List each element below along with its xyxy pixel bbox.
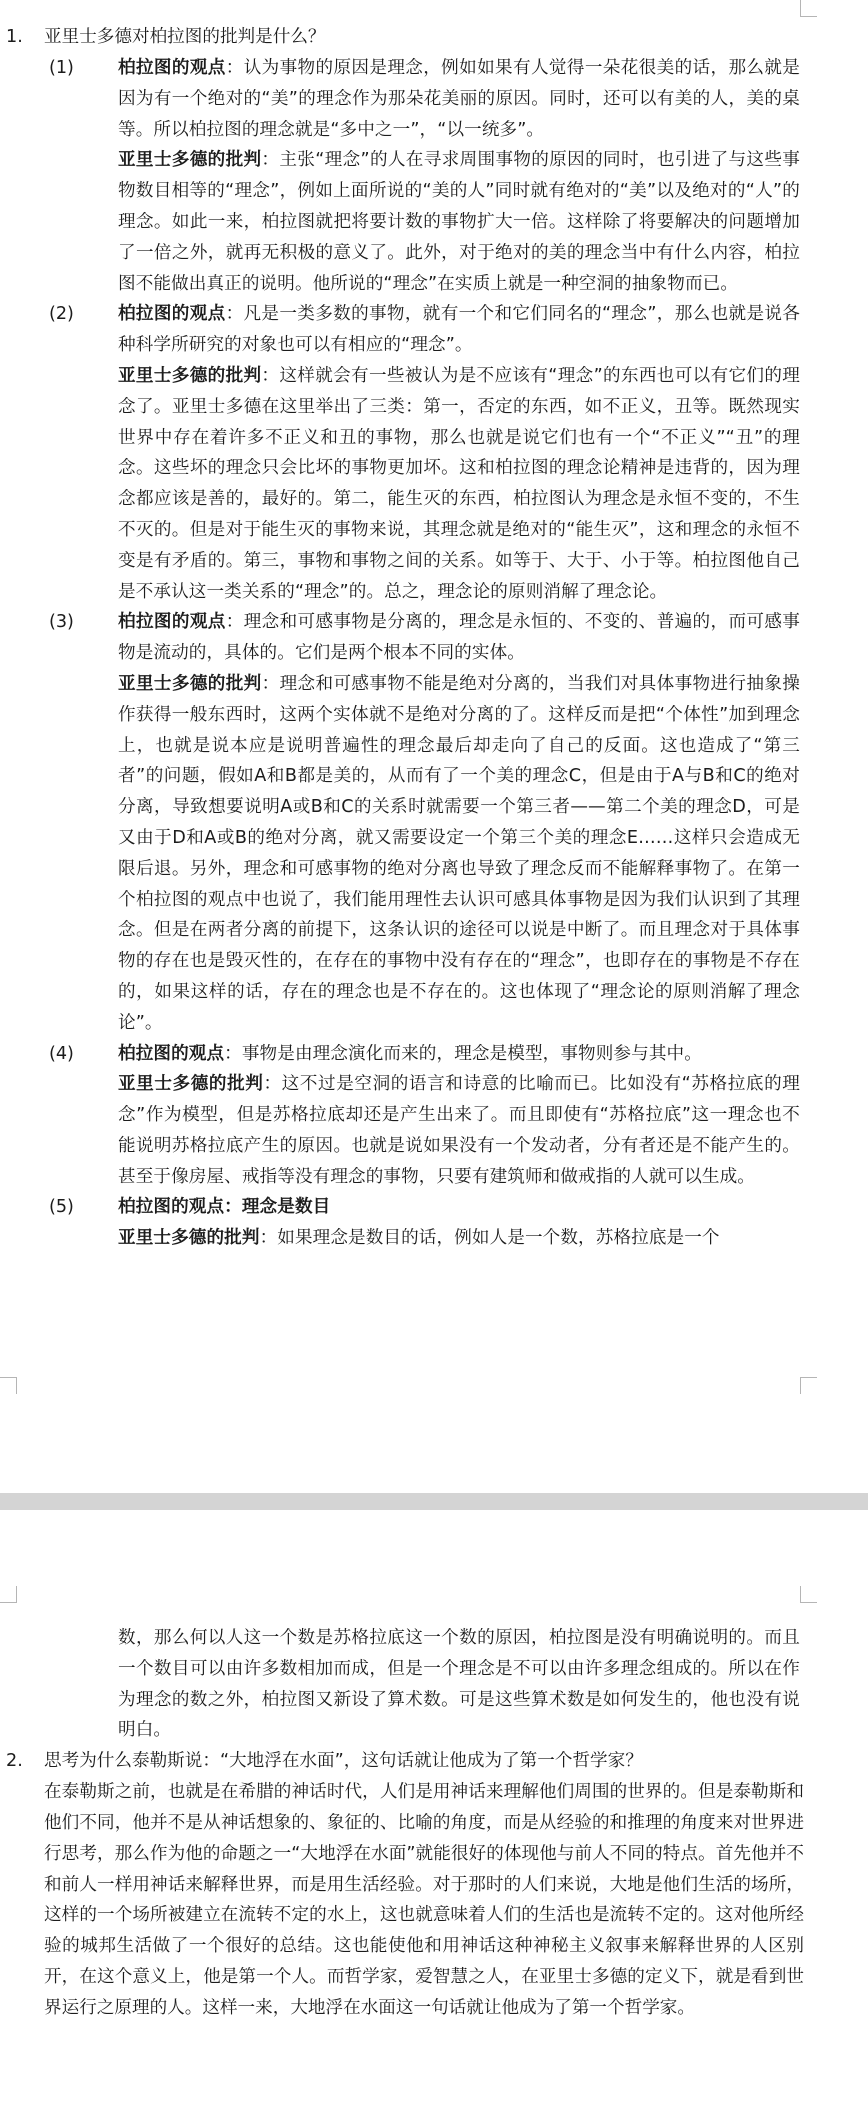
question-2-title: 2. 思考为什么泰勒斯说：“大地浮在水面”，这句话就让他成为了第一个哲学家？ xyxy=(0,1746,868,1777)
answer-item-5 xyxy=(0,1192,868,1254)
plato-view: 柏拉图的观点：事物是由理念演化而来的，理念是模型，事物则参与其中。 xyxy=(118,1043,702,1064)
answer-item-4 xyxy=(0,1039,868,1193)
aristotle-critique: 亚里士多德的批判：这样就会有一些被认为是不应该有“理念”的东西也可以有它们的理念了。亚里士多德在这里举出了三类：第一，否定的东西，如不正义，丑等。既然现实世界中存在着许多不正义和丑的事物，那么也就是说它们也有一个“不正义”“丑”的理念。这些坏的理念只会比坏的事物更加坏。这和柏拉图的理念论精神是违背的，因为理念都应该是善的，最好的。第二，能生灭的东西，柏拉图认为理念是永恒不变的，不生不灭的。但是对于能生灭的事物来说，其理念就是绝对的“能生灭”，这和理念的永恒不变是有矛盾的。第三，事物和事物之间的关系。如等于、大于、小于等。柏拉图他自己是不承认这一类关系的“理念”的。总之，理念论的原则消解了理念论。 xyxy=(118,365,800,602)
document-page-2 xyxy=(0,1510,868,2127)
plato-view: 柏拉图的观点：理念是数目 xyxy=(118,1197,331,1218)
plato-view: 柏拉图的观点：理念和可感事物是分离的，理念是永恒的、不变的、普遍的，而可感事物是流动的，具体的。它们是两个根本不同的实体。 xyxy=(118,612,801,664)
plato-view: 柏拉图的观点：认为事物的原因是理念，例如如果有人觉得一朵花很美的话，那么就是因为有一个绝对的“美”的理念作为那朵花美丽的原因。同时，还可以有美的人，美的桌等。所以柏拉图的理念就是“多中之一”，“以一统多”。 xyxy=(118,58,801,140)
aristotle-critique: 亚里士多德的批判：如果理念是数目的话，例如人是一个数，苏格拉底是一个 xyxy=(118,1228,720,1249)
aristotle-critique: 亚里士多德的批判：这不过是空洞的语言和诗意的比喻而已。比如没有“苏格拉底的理念”作为模型，但是苏格拉底却还是产生出来了。而且即使有“苏格拉底”这一理念也不能说明苏格拉底产生的原因。也就是说如果没有一个发动者，分有者还是不能产生的。甚至于像房屋、戒指等没有理念的事物，只要有建筑师和做戒指的人就可以生成。 xyxy=(118,1074,800,1187)
question-number: 1. xyxy=(6,27,23,47)
question-1-title: 1. 亚里士多德对柏拉图的批判是什么？ xyxy=(0,22,868,53)
item-number: (4) xyxy=(49,1043,74,1064)
question-1 xyxy=(0,22,868,53)
critique-continuation: 数，那么何以人这一个数是苏格拉底这一个数的原因，柏拉图是没有明确说明的。而且一个数目可以由许多数相加而成，但是一个理念是不可以由许多理念组成的。所以在作为理念的数之外，柏拉图又新设了算术数。可是这些算术数是如何发生的，他也没有说明白。 xyxy=(118,1628,800,1741)
answer-item-3 xyxy=(0,607,868,1038)
plato-view: 柏拉图的观点：凡是一类多数的事物，就有一个和它们同名的“理念”，那么也就是说各种科学所研究的对象也可以有相应的“理念”。 xyxy=(118,304,800,356)
corner-mark xyxy=(0,1377,17,1394)
page-separator xyxy=(0,1493,868,1510)
answer-item-1 xyxy=(0,53,868,299)
item-number: (5) xyxy=(49,1197,74,1218)
question-2 xyxy=(0,1746,868,2023)
corner-mark xyxy=(0,1586,17,1603)
question-2-answer: 在泰勒斯之前，也就是在希腊的神话时代，人们是用神话来理解他们周围的世界的。但是泰勒斯和他们不同，他并不是从神话想象的、象征的、比喻的角度，而是从经验的和推理的角度来对世界进行思考，那么作为他的命题之一“大地浮在水面”就能很好的体现他与前人不同的特点。首先他并不和前人一样用神话来解释世界，而是用生活经验。对于那时的人们来说，大地是他们生活的场所，这样的一个场所被建立在流转不定的水上，这也就意味着人们的生活也是流转不定的。这对他所经验的城邦生活做了一个很好的总结。这也能使他和用神话这种神秘主义叙事来解释世界的人区别开，在这个意义上，他是第一个人。而哲学家，爱智慧之人，在亚里士多德的定义下，就是看到世界运行之原理的人。这样一来，大地浮在水面这一句话就让他成为了第一个哲学家。 xyxy=(44,1782,804,2018)
page-1-content xyxy=(0,22,868,1254)
corner-mark xyxy=(800,1377,817,1394)
item-number: (3) xyxy=(49,612,74,633)
aristotle-critique: 亚里士多德的批判：理念和可感事物不能是绝对分离的，当我们对具体事物进行抽象操作获得一般东西时，这两个实体就不是绝对分离的了。这样反而是把“个体性”加到理念上，也就是说本应是说明普遍性的理念最后却走向了自己的反面。这也造成了“第三者”的问题，假如A和B都是美的，从而有了一个美的理念C，但是由于A与B和C的绝对分离，导致想要说明A或B和C的关系时就需要一个第三者——第二个美的理念D，可是又由于D和A或B的绝对分离，就又需要设定一个第三个美的理念E……这样只会造成无限后退。另外，理念和可感事物的绝对分离也导致了理念反而不能解释事物了。在第一个柏拉图的观点中也说了，我们能用理性去认识可感具体事物是因为我们认识到了其理念。但是在两者分离的前提下，这条认识的途径可以说是中断了。而且理念对于具体事物的存在也是毁灭性的，在存在的事物中没有存在的“理念”，也即存在的事物是不存在的，如果这样的话，存在的理念也是不存在的。这也体现了“理念论的原则消解了理念论”。 xyxy=(118,673,800,1033)
answer-item-2 xyxy=(0,299,868,607)
page-2-content xyxy=(0,1623,868,2024)
item-number: (2) xyxy=(49,304,74,325)
item-number: (1) xyxy=(49,58,74,78)
aristotle-critique: 亚里士多德的批判：主张“理念”的人在寻求周围事物的原因的同时，也引进了与这些事物数目相等的“理念”，例如上面所说的“美的人”同时就有绝对的“美”以及绝对的“人”的理念。如此一来，柏拉图就把将要计数的事物扩大一倍。这样除了将要解决的问题增加了一倍之外，就再无积极的意义了。此外，对于绝对的美的理念当中有什么内容，柏拉图不能做出真正的说明。他所说的“理念”在实质上就是一种空洞的抽象物而已。 xyxy=(118,150,800,294)
corner-mark xyxy=(800,1586,817,1603)
question-number: 2. xyxy=(6,1751,23,1772)
corner-mark xyxy=(800,0,817,17)
